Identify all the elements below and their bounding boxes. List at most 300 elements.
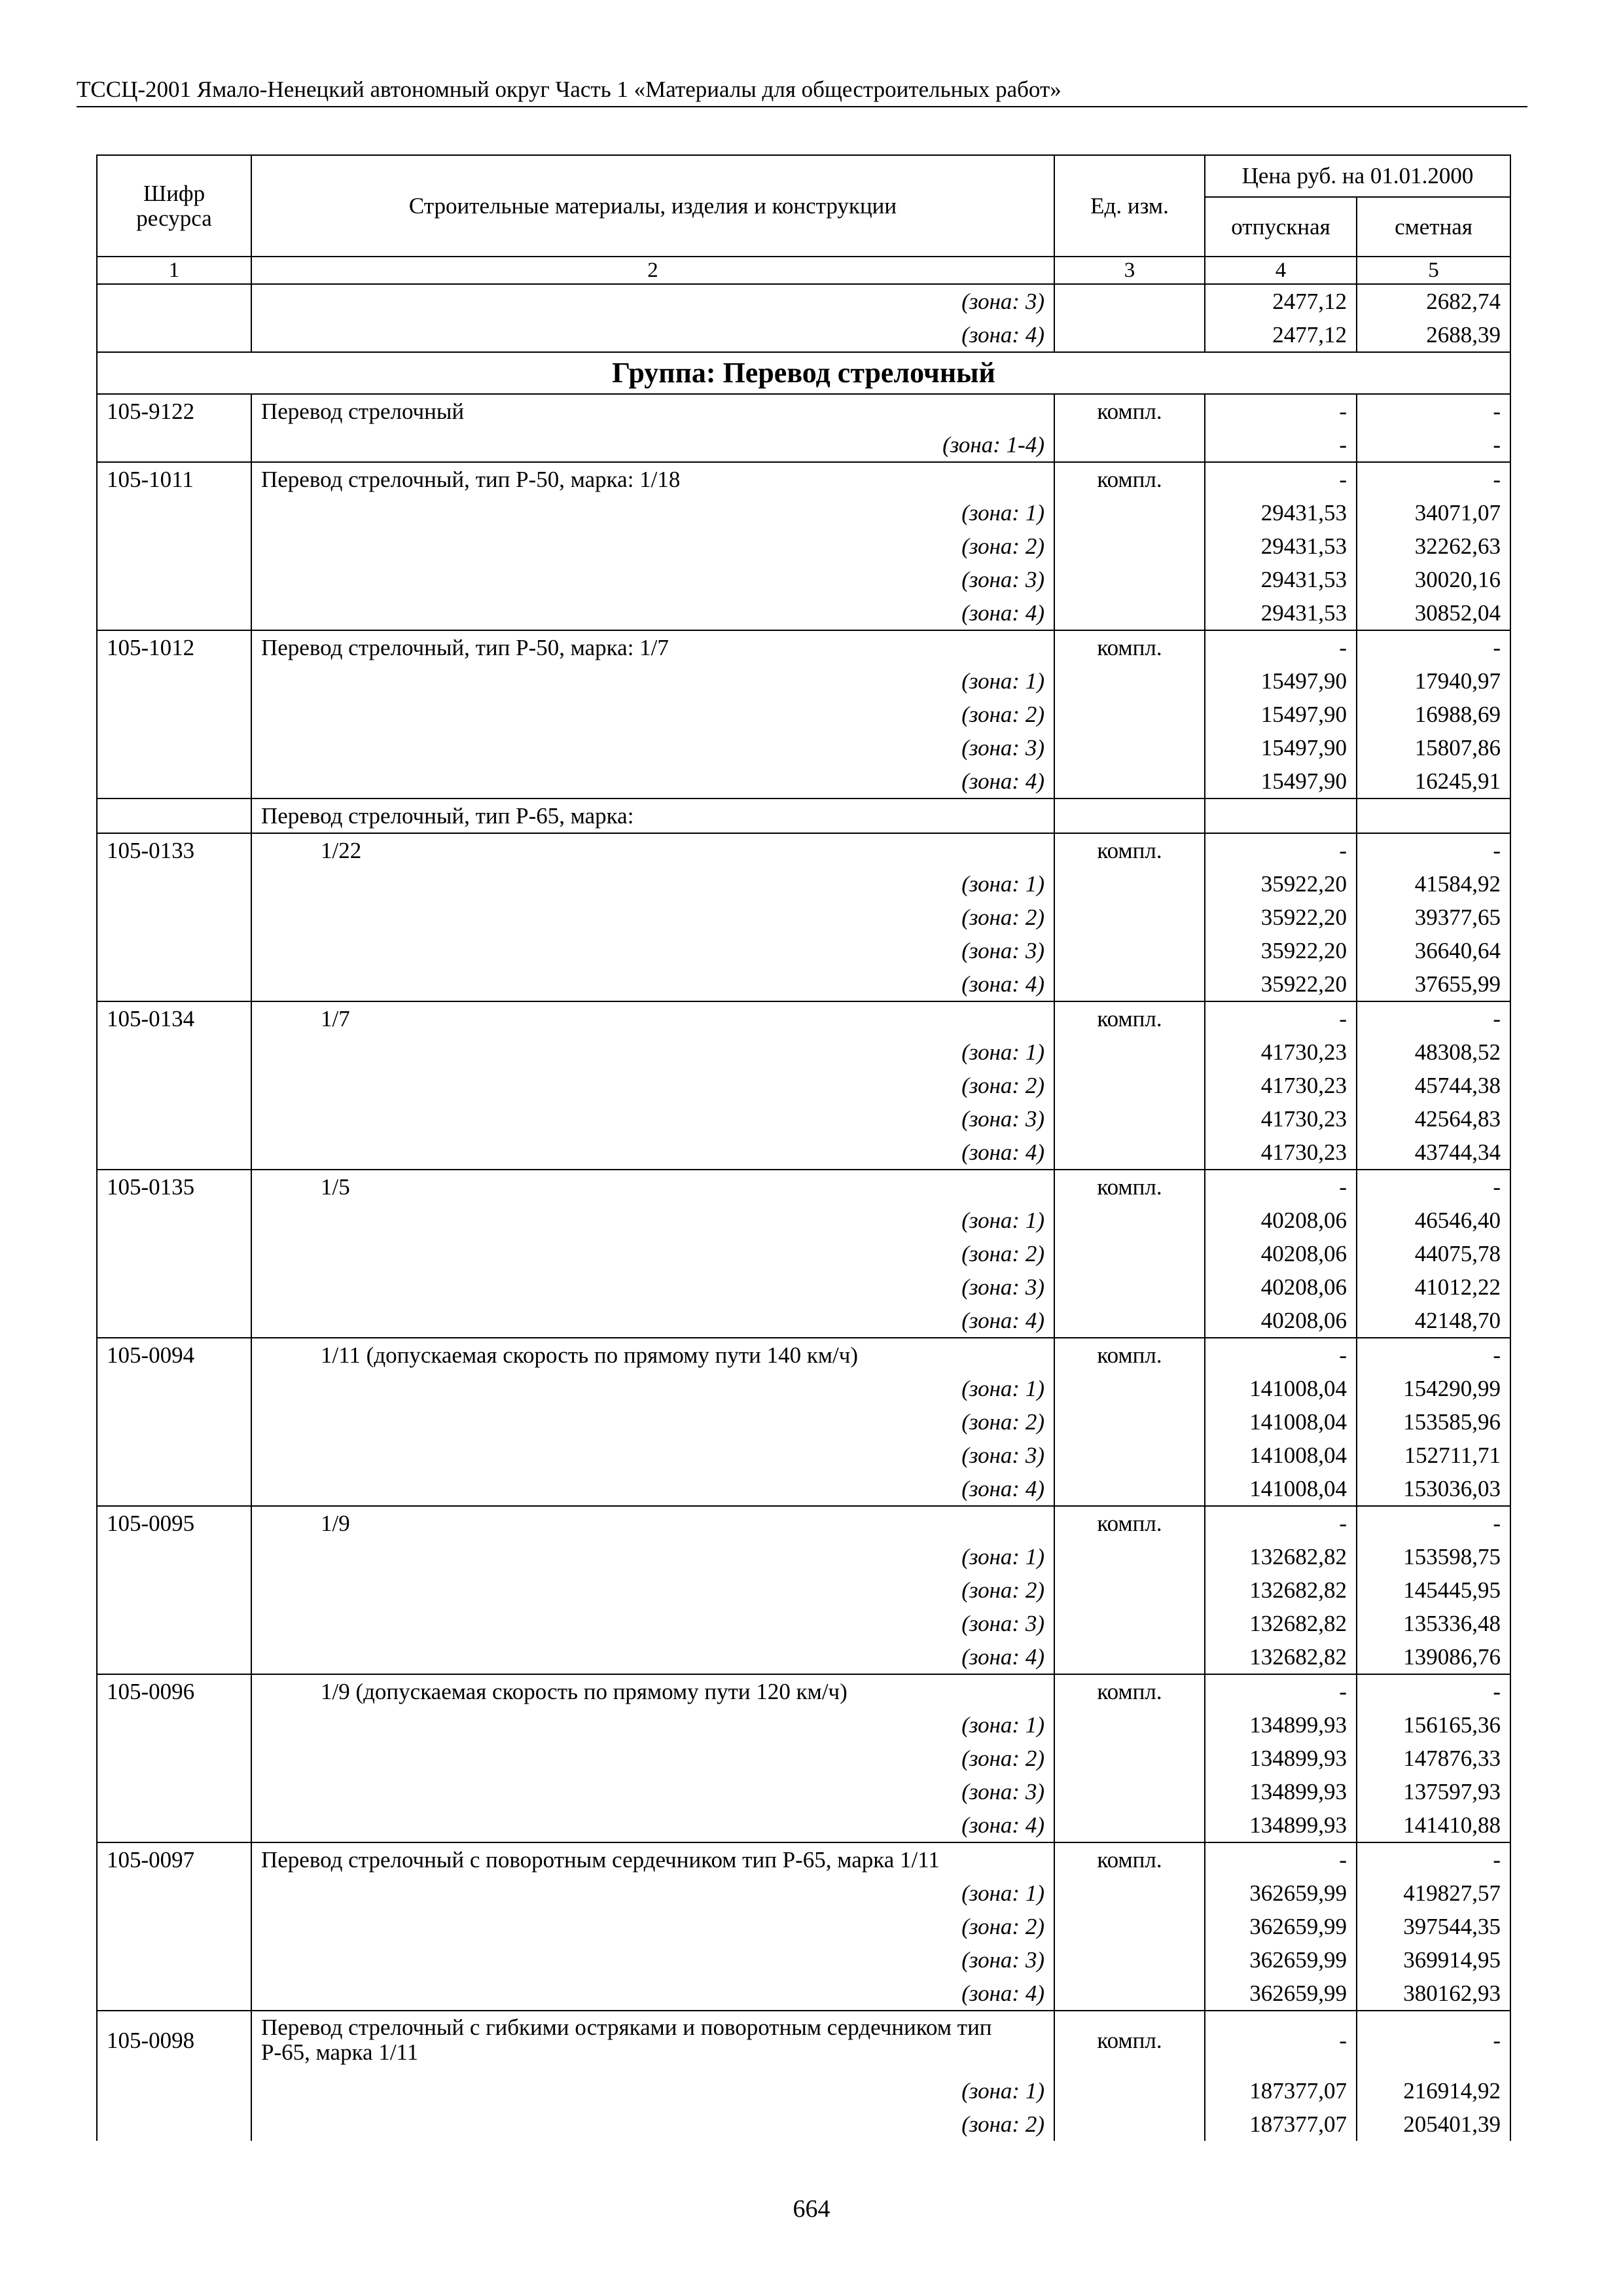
resource-code-cell (97, 1808, 251, 1842)
zone-label-cell: (зона: 2) (251, 698, 1054, 731)
unit-cell (1054, 1136, 1205, 1170)
release-price-cell: - (1205, 1506, 1357, 1540)
unit-cell (1054, 867, 1205, 901)
zone-price-row (97, 284, 1510, 318)
resource-code-cell (97, 1640, 251, 1674)
resource-code-cell (97, 1372, 251, 1405)
zone-label-cell: (зона: 4) (251, 596, 1054, 630)
estimate-price-cell: 216914,92 (1357, 2074, 1510, 2108)
estimate-price-cell: 15807,86 (1357, 731, 1510, 764)
release-price-cell: - (1205, 1170, 1357, 1204)
resource-code-cell: 105-1012 (97, 630, 251, 664)
release-price-cell: 40208,06 (1205, 1304, 1357, 1338)
release-price-cell: 132682,82 (1205, 1640, 1357, 1674)
zone-price-row (97, 1640, 1510, 1674)
resource-code-cell (97, 318, 251, 352)
estimate-price-cell (1357, 798, 1510, 833)
resource-code-cell (97, 1405, 251, 1439)
unit-cell (1054, 1742, 1205, 1775)
estimate-price-cell: - (1357, 1170, 1510, 1204)
unit-cell: компл. (1054, 462, 1205, 496)
group-title: Группа: Перевод стрелочный (97, 352, 1510, 394)
release-price-cell: 362659,99 (1205, 1910, 1357, 1943)
resource-code-cell (97, 934, 251, 967)
unit-cell (1054, 1943, 1205, 1977)
unit-cell (1054, 496, 1205, 529)
estimate-price-cell: 44075,78 (1357, 1237, 1510, 1270)
zone-label-cell: (зона: 1) (251, 1204, 1054, 1237)
release-price-cell: 15497,90 (1205, 764, 1357, 798)
zone-label-cell: (зона: 2) (251, 1742, 1054, 1775)
release-price-cell: 29431,53 (1205, 563, 1357, 596)
resource-code-cell (97, 529, 251, 563)
unit-cell (1054, 1304, 1205, 1338)
resource-name-cell: 1/9 (251, 1506, 1054, 1540)
column-numbers-row (97, 257, 1510, 284)
unit-cell (1054, 1372, 1205, 1405)
resource-row (97, 1170, 1510, 1204)
resource-name-cell: 1/22 (251, 833, 1054, 867)
price-table (96, 154, 1511, 2141)
release-price-cell: 2477,12 (1205, 318, 1357, 352)
resource-code-cell: 105-0135 (97, 1170, 251, 1204)
estimate-price-cell: 48308,52 (1357, 1035, 1510, 1069)
release-price-cell (1205, 798, 1357, 833)
zone-label-cell: (зона: 1) (251, 1540, 1054, 1573)
release-price-cell: - (1205, 833, 1357, 867)
unit-cell (1054, 901, 1205, 934)
zone-label-cell: (зона: 1) (251, 867, 1054, 901)
zone-label-cell: (зона: 2) (251, 2108, 1054, 2141)
release-price-cell: 29431,53 (1205, 596, 1357, 630)
release-price-cell: 41730,23 (1205, 1035, 1357, 1069)
unit-cell (1054, 1405, 1205, 1439)
zone-price-row (97, 563, 1510, 596)
unit-cell (1054, 731, 1205, 764)
estimate-price-cell: - (1357, 1338, 1510, 1372)
estimate-price-cell: - (1357, 462, 1510, 496)
zone-price-row (97, 901, 1510, 934)
release-price-cell: 132682,82 (1205, 1540, 1357, 1573)
resource-code-cell (97, 596, 251, 630)
unit-cell (1054, 798, 1205, 833)
estimate-price-cell: 30020,16 (1357, 563, 1510, 596)
resource-code-cell (97, 1270, 251, 1304)
resource-code-cell (97, 496, 251, 529)
zone-label-cell: (зона: 4) (251, 967, 1054, 1001)
resource-code-cell (97, 1573, 251, 1607)
zone-label-cell: (зона: 4) (251, 1136, 1054, 1170)
group-header-row (97, 352, 1510, 394)
unit-cell (1054, 1607, 1205, 1640)
release-price-cell: 132682,82 (1205, 1573, 1357, 1607)
zone-price-row (97, 1102, 1510, 1136)
zone-label-cell: (зона: 2) (251, 1910, 1054, 1943)
unit-cell (1054, 1204, 1205, 1237)
release-price-cell: 134899,93 (1205, 1775, 1357, 1808)
resource-row (97, 462, 1510, 496)
unit-cell (1054, 664, 1205, 698)
estimate-price-cell: 32262,63 (1357, 529, 1510, 563)
estimate-price-cell: 147876,33 (1357, 1742, 1510, 1775)
resource-code-cell (97, 798, 251, 833)
release-price-cell: - (1205, 462, 1357, 496)
zone-label-cell: (зона: 3) (251, 284, 1054, 318)
col-header-unit: Ед. изм. (1054, 155, 1205, 257)
zone-label-cell: (зона: 2) (251, 1405, 1054, 1439)
estimate-price-cell: 397544,35 (1357, 1910, 1510, 1943)
unit-cell (1054, 1708, 1205, 1742)
release-price-cell: 40208,06 (1205, 1204, 1357, 1237)
estimate-price-cell: 41012,22 (1357, 1270, 1510, 1304)
resource-code-cell (97, 1304, 251, 1338)
unit-cell (1054, 1775, 1205, 1808)
estimate-price-cell: 36640,64 (1357, 934, 1510, 967)
unit-cell: компл. (1054, 1170, 1205, 1204)
release-price-cell: 40208,06 (1205, 1270, 1357, 1304)
zone-price-row (97, 1573, 1510, 1607)
resource-code-cell (97, 764, 251, 798)
unit-cell (1054, 764, 1205, 798)
resource-name-cell: 1/11 (допускаемая скорость по прямому пути 140 км/ч) (251, 1338, 1054, 1372)
zone-price-row (97, 1977, 1510, 2011)
release-price-cell: 41730,23 (1205, 1069, 1357, 1102)
resource-code-cell (97, 1910, 251, 1943)
resource-code-cell (97, 1472, 251, 1506)
resource-code-cell (97, 1136, 251, 1170)
resource-code-cell (97, 1439, 251, 1472)
resource-code-cell (97, 1708, 251, 1742)
release-price-cell: - (1205, 630, 1357, 664)
estimate-price-cell: 145445,95 (1357, 1573, 1510, 1607)
zone-label-cell: (зона: 1) (251, 2074, 1054, 2108)
zone-price-row (97, 1136, 1510, 1170)
resource-code-cell (97, 1977, 251, 2011)
release-price-cell: - (1205, 1338, 1357, 1372)
resource-row (97, 394, 1510, 428)
zone-price-row (97, 529, 1510, 563)
col-number-5: 5 (1357, 257, 1510, 284)
zone-label-cell: (зона: 4) (251, 1472, 1054, 1506)
resource-code-cell (97, 1876, 251, 1910)
unit-cell: компл. (1054, 394, 1205, 428)
estimate-price-cell: 156165,36 (1357, 1708, 1510, 1742)
zone-price-row (97, 1472, 1510, 1506)
release-price-cell: 35922,20 (1205, 934, 1357, 967)
resource-row (97, 2011, 1510, 2074)
unit-cell (1054, 563, 1205, 596)
resource-code-cell (97, 2074, 251, 2108)
estimate-price-cell: 380162,93 (1357, 1977, 1510, 2011)
resource-code-cell (97, 1204, 251, 1237)
release-price-cell: 141008,04 (1205, 1372, 1357, 1405)
unit-cell: компл. (1054, 833, 1205, 867)
estimate-price-cell: 419827,57 (1357, 1876, 1510, 1910)
unit-cell (1054, 1439, 1205, 1472)
zone-label-cell: (зона: 4) (251, 1304, 1054, 1338)
resource-row (97, 630, 1510, 664)
resource-code-cell: 105-9122 (97, 394, 251, 428)
unit-cell: компл. (1054, 1338, 1205, 1372)
resource-code-cell: 105-0133 (97, 833, 251, 867)
unit-cell (1054, 934, 1205, 967)
estimate-price-cell: 205401,39 (1357, 2108, 1510, 2141)
unit-cell (1054, 529, 1205, 563)
unit-cell: компл. (1054, 1001, 1205, 1035)
zone-price-row (97, 934, 1510, 967)
resource-row (97, 833, 1510, 867)
estimate-price-cell: 43744,34 (1357, 1136, 1510, 1170)
zone-label-cell: (зона: 1) (251, 496, 1054, 529)
resource-row (97, 1338, 1510, 1372)
resource-code-cell (97, 1237, 251, 1270)
resource-name-cell: 1/9 (допускаемая скорость по прямому пути 120 км/ч) (251, 1674, 1054, 1708)
table-body (97, 284, 1510, 2141)
col-number-4: 4 (1205, 257, 1357, 284)
release-price-cell: 41730,23 (1205, 1102, 1357, 1136)
release-price-cell: 29431,53 (1205, 529, 1357, 563)
zone-label-cell: (зона: 2) (251, 1237, 1054, 1270)
estimate-price-cell: 16245,91 (1357, 764, 1510, 798)
zone-price-row (97, 1035, 1510, 1069)
estimate-price-cell: 37655,99 (1357, 967, 1510, 1001)
resource-code-cell: 105-1011 (97, 462, 251, 496)
release-price-cell: 2477,12 (1205, 284, 1357, 318)
estimate-price-cell: 152711,71 (1357, 1439, 1510, 1472)
estimate-price-cell: 153585,96 (1357, 1405, 1510, 1439)
estimate-price-cell: 17940,97 (1357, 664, 1510, 698)
zone-price-row (97, 1204, 1510, 1237)
estimate-price-cell: 46546,40 (1357, 1204, 1510, 1237)
unit-cell (1054, 967, 1205, 1001)
release-price-cell: 15497,90 (1205, 698, 1357, 731)
zone-label-cell: (зона: 1) (251, 1708, 1054, 1742)
zone-price-row (97, 1304, 1510, 1338)
zone-price-row (97, 2108, 1510, 2141)
zone-label-cell: (зона: 4) (251, 1977, 1054, 2011)
release-price-cell: 35922,20 (1205, 867, 1357, 901)
resource-code-cell: 105-0098 (97, 2011, 251, 2074)
release-price-cell: 41730,23 (1205, 1136, 1357, 1170)
resource-code-cell (97, 1540, 251, 1573)
zone-price-row (97, 731, 1510, 764)
unit-cell (1054, 284, 1205, 318)
resource-name-cell: Перевод стрелочный, тип Р-50, марка: 1/7 (251, 630, 1054, 664)
resource-code-cell: 105-0097 (97, 1842, 251, 1876)
resource-name-cell: Перевод стрелочный, тип Р-50, марка: 1/18 (251, 462, 1054, 496)
resource-row (97, 1842, 1510, 1876)
unit-cell (1054, 1573, 1205, 1607)
zone-label-cell: (зона: 3) (251, 563, 1054, 596)
resource-code-cell (97, 1035, 251, 1069)
zone-label-cell: (зона: 4) (251, 1808, 1054, 1842)
resource-name-cell: 1/5 (251, 1170, 1054, 1204)
resource-code-cell (97, 428, 251, 462)
release-price-cell: 362659,99 (1205, 1943, 1357, 1977)
estimate-price-cell: - (1357, 630, 1510, 664)
release-price-cell: 362659,99 (1205, 1977, 1357, 2011)
release-price-cell: 134899,93 (1205, 1708, 1357, 1742)
unit-cell (1054, 1540, 1205, 1573)
unit-cell (1054, 1069, 1205, 1102)
release-price-cell: 134899,93 (1205, 1808, 1357, 1842)
zone-price-row (97, 1943, 1510, 1977)
unit-cell (1054, 1910, 1205, 1943)
zone-price-row (97, 664, 1510, 698)
estimate-price-cell: - (1357, 394, 1510, 428)
release-price-cell: 35922,20 (1205, 901, 1357, 934)
col-header-estimate: сметная (1357, 197, 1510, 257)
resource-code-cell (97, 563, 251, 596)
unit-cell: компл. (1054, 1506, 1205, 1540)
zone-label-cell: (зона: 1) (251, 1876, 1054, 1910)
estimate-price-cell: 42564,83 (1357, 1102, 1510, 1136)
zone-price-row (97, 1237, 1510, 1270)
resource-code-cell (97, 1943, 251, 1977)
estimate-price-cell: 30852,04 (1357, 596, 1510, 630)
zone-price-row (97, 1742, 1510, 1775)
col-header-release: отпускная (1205, 197, 1357, 257)
resource-code-cell (97, 731, 251, 764)
unit-cell (1054, 2108, 1205, 2141)
unit-cell (1054, 1270, 1205, 1304)
estimate-price-cell: 45744,38 (1357, 1069, 1510, 1102)
running-header: ТССЦ-2001 Ямало-Ненецкий автономный округ Часть 1 «Материалы для общестроительных работ» (77, 77, 1061, 102)
estimate-price-cell: 42148,70 (1357, 1304, 1510, 1338)
estimate-price-cell: 139086,76 (1357, 1640, 1510, 1674)
resource-code-cell (97, 284, 251, 318)
resource-row (97, 1506, 1510, 1540)
zone-label-cell: (зона: 3) (251, 1943, 1054, 1977)
release-price-cell: 15497,90 (1205, 664, 1357, 698)
zone-label-cell: (зона: 2) (251, 1069, 1054, 1102)
table-header-row (97, 155, 1510, 197)
unit-cell (1054, 1640, 1205, 1674)
resource-code-cell (97, 698, 251, 731)
unit-cell: компл. (1054, 2011, 1205, 2074)
resource-code-cell: 105-0094 (97, 1338, 251, 1372)
zone-price-row (97, 1808, 1510, 1842)
resource-code-cell: 105-0095 (97, 1506, 251, 1540)
estimate-price-cell: 141410,88 (1357, 1808, 1510, 1842)
col-header-price: Цена руб. на 01.01.2000 (1205, 155, 1510, 197)
zone-price-row (97, 1607, 1510, 1640)
release-price-cell: 40208,06 (1205, 1237, 1357, 1270)
resource-code-cell (97, 967, 251, 1001)
zone-label-cell: (зона: 2) (251, 901, 1054, 934)
estimate-price-cell: 153036,03 (1357, 1472, 1510, 1506)
resource-code-cell: 105-0096 (97, 1674, 251, 1708)
estimate-price-cell: 135336,48 (1357, 1607, 1510, 1640)
zone-price-row (97, 1270, 1510, 1304)
zone-label-cell: (зона: 3) (251, 1439, 1054, 1472)
unit-cell (1054, 698, 1205, 731)
resource-name-cell: Перевод стрелочный (251, 394, 1054, 428)
unit-cell (1054, 2074, 1205, 2108)
zone-price-row (97, 1876, 1510, 1910)
subheading-row (97, 798, 1510, 833)
unit-cell: компл. (1054, 1674, 1205, 1708)
release-price-cell: - (1205, 394, 1357, 428)
release-price-cell: 132682,82 (1205, 1607, 1357, 1640)
unit-cell: компл. (1054, 630, 1205, 664)
zone-price-row (97, 2074, 1510, 2108)
release-price-cell: 362659,99 (1205, 1876, 1357, 1910)
resource-code-cell (97, 664, 251, 698)
resource-code-cell (97, 1742, 251, 1775)
zone-price-row (97, 967, 1510, 1001)
release-price-cell: 134899,93 (1205, 1742, 1357, 1775)
estimate-price-cell: 369914,95 (1357, 1943, 1510, 1977)
zone-price-row (97, 1439, 1510, 1472)
release-price-cell: 187377,07 (1205, 2108, 1357, 2141)
estimate-price-cell: - (1357, 1674, 1510, 1708)
unit-cell (1054, 1035, 1205, 1069)
unit-cell (1054, 318, 1205, 352)
zone-label-cell: (зона: 1) (251, 1035, 1054, 1069)
release-price-cell: - (1205, 1674, 1357, 1708)
zone-label-cell: (зона: 3) (251, 731, 1054, 764)
estimate-price-cell: - (1357, 1001, 1510, 1035)
zone-price-row (97, 867, 1510, 901)
unit-cell (1054, 1808, 1205, 1842)
estimate-price-cell: - (1357, 833, 1510, 867)
zone-label-cell: (зона: 2) (251, 1573, 1054, 1607)
col-header-name: Строительные материалы, изделия и конструкции (251, 155, 1054, 257)
estimate-price-cell: 34071,07 (1357, 496, 1510, 529)
zone-price-row (97, 1372, 1510, 1405)
resource-name-cell: Перевод стрелочный с гибкими остряками и поворотным сердечником тип Р-65, марка 1/11 (251, 2011, 1054, 2074)
zone-label-cell: (зона: 3) (251, 1102, 1054, 1136)
zone-price-row (97, 1910, 1510, 1943)
zone-price-row (97, 1708, 1510, 1742)
release-price-cell: 141008,04 (1205, 1405, 1357, 1439)
release-price-cell: - (1205, 2011, 1357, 2074)
estimate-price-cell: 137597,93 (1357, 1775, 1510, 1808)
estimate-price-cell: 154290,99 (1357, 1372, 1510, 1405)
resource-code-cell (97, 2108, 251, 2141)
zone-price-row (97, 764, 1510, 798)
resource-code-cell: 105-0134 (97, 1001, 251, 1035)
unit-cell (1054, 596, 1205, 630)
zone-label-cell: (зона: 2) (251, 529, 1054, 563)
resource-code-cell (97, 901, 251, 934)
zone-price-row (97, 596, 1510, 630)
estimate-price-cell: 16988,69 (1357, 698, 1510, 731)
col-header-code: Шифр ресурса (97, 155, 251, 257)
release-price-cell: - (1205, 1001, 1357, 1035)
estimate-price-cell: 2688,39 (1357, 318, 1510, 352)
resource-row (97, 1674, 1510, 1708)
resource-code-cell (97, 1069, 251, 1102)
zone-price-row (97, 1775, 1510, 1808)
release-price-cell: - (1205, 1842, 1357, 1876)
release-price-cell: 15497,90 (1205, 731, 1357, 764)
estimate-price-cell: 39377,65 (1357, 901, 1510, 934)
estimate-price-cell: 153598,75 (1357, 1540, 1510, 1573)
release-price-cell: 141008,04 (1205, 1439, 1357, 1472)
resource-name-cell: Перевод стрелочный, тип Р-65, марка: (251, 798, 1054, 833)
unit-cell: компл. (1054, 1842, 1205, 1876)
zone-label-cell: (зона: 4) (251, 764, 1054, 798)
estimate-price-cell: - (1357, 428, 1510, 462)
zone-label-cell: (зона: 3) (251, 1775, 1054, 1808)
release-price-cell: 141008,04 (1205, 1472, 1357, 1506)
resource-code-cell (97, 1775, 251, 1808)
col-number-1: 1 (97, 257, 251, 284)
zone-label-cell: (зона: 1) (251, 664, 1054, 698)
estimate-price-cell: 41584,92 (1357, 867, 1510, 901)
